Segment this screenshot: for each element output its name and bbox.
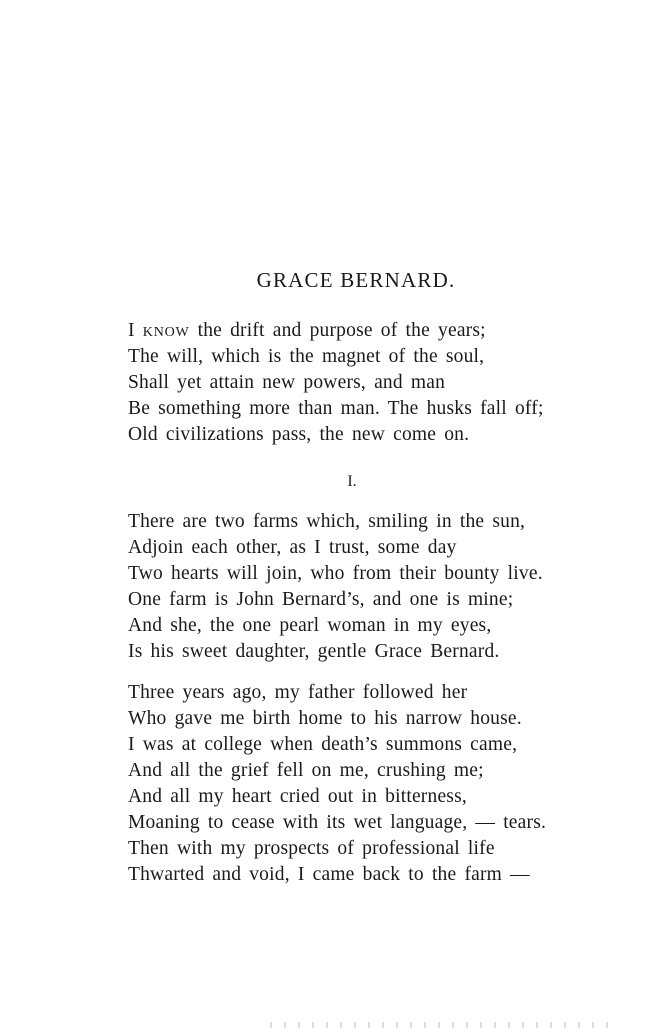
verse-line: I was at college when death’s summons came, (128, 734, 518, 755)
verse-line: Adjoin each other, as I trust, some day (128, 537, 457, 558)
verse-line: Two hearts will join, who from their bounty live. (128, 563, 543, 584)
prologue-line: Old civilizations pass, the new come on. (128, 424, 470, 445)
poem-title: GRACE BERNARD. (256, 268, 456, 292)
prologue-stanza (128, 318, 544, 448)
prologue-first-line-rest: the drift and purpose of the years; (189, 320, 486, 341)
section-number: I. (347, 473, 357, 490)
prologue-line: Be something more than man. The husks fall off; (128, 398, 544, 419)
prologue-line (128, 318, 544, 344)
prologue-line: The will, which is the magnet of the soul, (128, 346, 485, 367)
verse-line: And all the grief fell on me, crushing me; (128, 760, 484, 781)
stanza-two (128, 680, 546, 888)
verse-line: Is his sweet daughter, gentle Grace Bernard. (128, 641, 500, 662)
verse-line: There are two farms which, smiling in the sun, (128, 511, 526, 532)
verse-line: And all my heart cried out in bitterness, (128, 786, 467, 807)
verse-line: Thwarted and void, I came back to the farm — (128, 864, 530, 885)
verse-line: Moaning to cease with its wet language, — tears. (128, 812, 547, 833)
verse-line: Then with my prospects of professional life (128, 838, 495, 859)
prologue-first-word: I (128, 320, 135, 341)
verse-line: Three years ago, my father followed her (128, 682, 468, 703)
stanza-one (128, 509, 543, 665)
prologue-line: Shall yet attain new powers, and man (128, 372, 446, 393)
verse-line: Who gave me birth home to his narrow house. (128, 708, 522, 729)
verse-line: And she, the one pearl woman in my eyes, (128, 615, 492, 636)
page-bottom-artifact (270, 1022, 610, 1028)
prologue-smallcaps-word: know (142, 320, 190, 341)
verse-line: One farm is John Bernard’s, and one is mine; (128, 589, 514, 610)
